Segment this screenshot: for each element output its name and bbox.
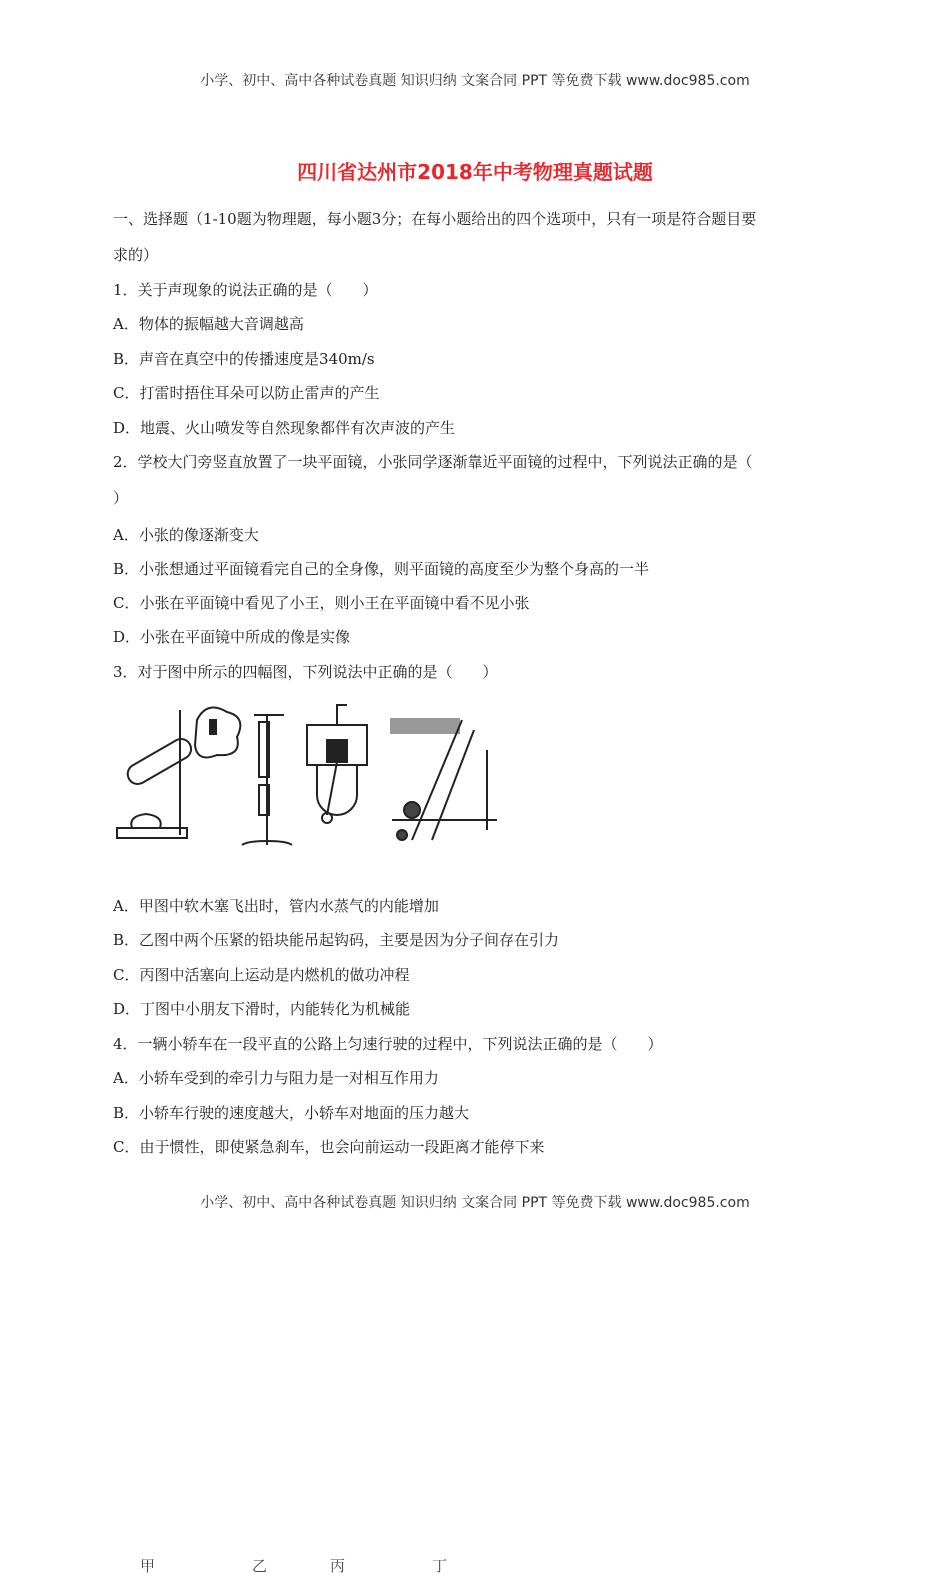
slide-image <box>390 718 497 840</box>
caption-jia: 甲 <box>140 1557 156 1575</box>
option: B．声音在真空中的传播速度是340m/s <box>113 350 375 368</box>
question-3: 3．对于图中所示的四幅图，下列说法中正确的是（ ） <box>113 663 498 681</box>
option: D．丁图中小朋友下滑时，内能转化为机械能 <box>113 1000 411 1018</box>
option: A．物体的振幅越大音调越高 <box>113 315 304 333</box>
option: B．乙图中两个压紧的铅块能吊起钩码，主要是因为分子间存在引力 <box>113 931 560 949</box>
caption-bing: 丙 <box>330 1557 346 1575</box>
option: B．小张想通过平面镜看完自己的全身像，则平面镜的高度至少为整个身高的一半 <box>113 560 650 578</box>
option: B．小轿车行驶的速度越大，小轿车对地面的压力越大 <box>113 1104 470 1122</box>
page-header: 小学、初中、高中各种试卷真题 知识归纳 文案合同 PPT 等免费下载 www.doc985.com <box>200 73 750 89</box>
caption-ding: 丁 <box>432 1557 448 1575</box>
option: C．由于惯性，即使紧急刹车，也会向前运动一段距离才能停下来 <box>113 1138 545 1156</box>
test-tube-apparatus-image <box>117 708 240 839</box>
option: A．小张的像逐渐变大 <box>113 526 259 544</box>
option: D．地震、火山喷发等自然现象都伴有次声波的产生 <box>113 419 456 437</box>
page-footer: 小学、初中、高中各种试卷真题 知识归纳 文案合同 PPT 等免费下载 www.doc985.com <box>200 1195 750 1211</box>
engine-cylinder-image <box>307 705 367 823</box>
option: D．小张在平面镜中所成的像是实像 <box>113 628 351 646</box>
question-1: 1．关于声现象的说法正确的是（ ） <box>113 281 378 299</box>
question-4: 4．一辆小轿车在一段平直的公路上匀速行驶的过程中，下列说法正确的是（ ） <box>113 1035 663 1053</box>
section-heading: 一、选择题（1-10题为物理题，每小题3分；在每小题给出的四个选项中，只有一项是符合题目要 <box>113 210 757 228</box>
option: A．小轿车受到的牵引力与阻力是一对相互作用力 <box>113 1069 439 1087</box>
question-2: 2．学校大门旁竖直放置了一块平面镜，小张同学逐渐靠近平面镜的过程中，下列说法正确的是（ <box>113 453 753 471</box>
option: C．丙图中活塞向上运动是内燃机的做功冲程 <box>113 966 410 984</box>
option: C．打雷时捂住耳朵可以防止雷声的产生 <box>113 384 380 402</box>
option: A．甲图中软木塞飞出时，管内水蒸气的内能增加 <box>113 897 439 915</box>
option: C．小张在平面镜中看见了小王，则小王在平面镜中看不见小张 <box>113 594 530 612</box>
lead-blocks-image <box>242 715 292 845</box>
question-2-cont: ） <box>113 489 129 507</box>
section-heading-cont: 求的） <box>113 246 159 264</box>
page-title: 四川省达州市2018年中考物理真题试题 <box>297 160 653 184</box>
caption-yi: 乙 <box>252 1557 268 1575</box>
